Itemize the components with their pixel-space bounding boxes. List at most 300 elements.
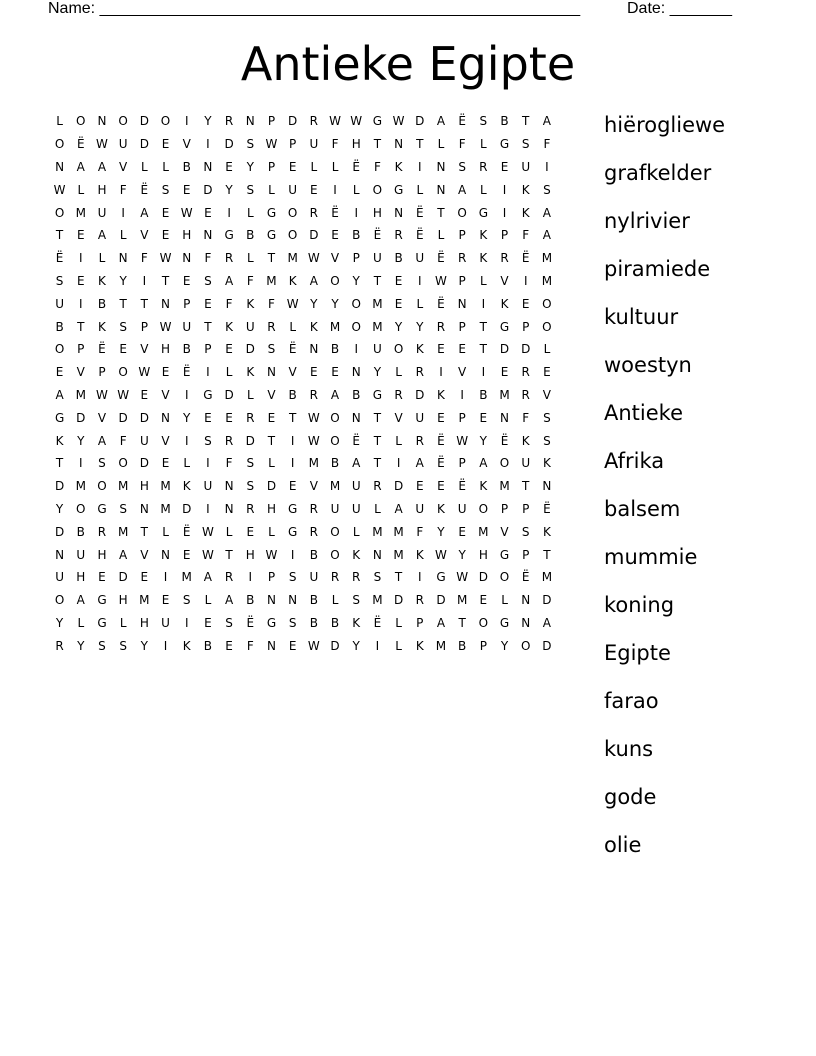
grid-letter[interactable]: R xyxy=(224,433,234,448)
grid-letter[interactable]: M xyxy=(308,456,320,471)
grid-letter[interactable]: N xyxy=(55,159,65,174)
grid-letter[interactable]: S xyxy=(246,479,255,494)
grid-letter[interactable]: F xyxy=(458,137,466,152)
grid-letter[interactable]: E xyxy=(182,182,191,197)
grid-letter[interactable]: U xyxy=(521,456,531,471)
grid-letter[interactable]: E xyxy=(161,365,170,380)
grid-letter[interactable]: U xyxy=(161,615,170,630)
grid-letter[interactable]: D xyxy=(224,137,234,152)
grid-letter[interactable]: L xyxy=(352,524,360,539)
grid-letter[interactable]: A xyxy=(542,615,552,630)
grid-letter[interactable]: S xyxy=(521,137,530,152)
grid-letter[interactable]: B xyxy=(479,387,488,402)
grid-letter[interactable]: I xyxy=(184,433,189,448)
grid-letter[interactable]: L xyxy=(183,456,191,471)
grid-letter[interactable]: O xyxy=(351,296,361,311)
grid-letter[interactable]: O xyxy=(330,410,340,425)
grid-letter[interactable]: K xyxy=(500,296,509,311)
grid-letter[interactable]: R xyxy=(415,433,424,448)
grid-letter[interactable]: D xyxy=(499,342,510,357)
grid-letter[interactable]: A xyxy=(76,593,85,608)
grid-letter[interactable]: R xyxy=(521,365,530,380)
grid-letter[interactable]: U xyxy=(351,501,361,516)
grid-letter[interactable]: R xyxy=(309,114,319,129)
grid-letter[interactable]: P xyxy=(479,638,487,653)
grid-letter[interactable]: T xyxy=(458,615,466,630)
grid-letter[interactable]: I xyxy=(481,296,486,311)
grid-letter[interactable]: N xyxy=(521,615,531,630)
grid-letter[interactable]: B xyxy=(288,387,297,402)
grid-letter[interactable]: R xyxy=(436,319,446,334)
grid-letter[interactable]: F xyxy=(543,137,551,152)
grid-letter[interactable]: O xyxy=(118,365,128,380)
grid-letter[interactable]: S xyxy=(182,593,191,608)
grid-letter[interactable]: R xyxy=(500,251,509,266)
grid-letter[interactable]: I xyxy=(396,456,401,471)
grid-letter[interactable]: R xyxy=(330,570,340,585)
grid-letter[interactable]: M xyxy=(117,524,129,539)
grid-letter[interactable]: K xyxy=(415,547,424,562)
grid-letter[interactable]: M xyxy=(329,479,341,494)
grid-letter[interactable]: A xyxy=(224,593,234,608)
grid-letter[interactable]: E xyxy=(521,296,530,311)
grid-letter[interactable]: K xyxy=(352,547,361,562)
grid-letter[interactable]: S xyxy=(161,182,170,197)
grid-letter[interactable]: E xyxy=(331,365,339,380)
grid-letter[interactable]: L xyxy=(331,159,339,174)
grid-letter[interactable]: K xyxy=(225,319,234,334)
grid-letter[interactable]: S xyxy=(246,456,255,471)
grid-letter[interactable]: O xyxy=(54,593,65,608)
grid-letter[interactable]: M xyxy=(160,501,171,516)
grid-letter[interactable]: P xyxy=(458,273,466,288)
grid-letter[interactable]: F xyxy=(225,456,233,471)
grid-letter[interactable]: R xyxy=(457,251,467,266)
grid-letter[interactable]: U xyxy=(288,182,298,197)
grid-letter[interactable]: A xyxy=(458,182,467,197)
grid-letter[interactable]: D xyxy=(521,342,531,357)
grid-letter[interactable]: Y xyxy=(437,524,445,539)
grid-letter[interactable]: A xyxy=(119,547,128,562)
grid-letter[interactable]: O xyxy=(499,456,510,471)
grid-letter[interactable]: D xyxy=(393,479,404,494)
grid-letter[interactable]: V xyxy=(330,251,340,266)
grid-letter[interactable]: Y xyxy=(352,273,360,288)
grid-letter[interactable]: P xyxy=(458,456,466,471)
grid-letter[interactable]: A xyxy=(542,205,552,220)
grid-letter[interactable]: Y xyxy=(479,433,488,448)
grid-letter[interactable]: V xyxy=(500,524,509,539)
grid-letter[interactable]: A xyxy=(330,387,340,402)
grid-letter[interactable]: H xyxy=(139,615,149,630)
grid-letter[interactable]: G xyxy=(436,570,446,585)
grid-letter[interactable]: U xyxy=(118,137,128,152)
grid-letter[interactable]: M xyxy=(75,205,86,220)
grid-letter[interactable]: S xyxy=(543,410,551,425)
grid-letter[interactable]: Y xyxy=(310,296,318,311)
grid-letter[interactable]: M xyxy=(75,479,86,494)
grid-letter[interactable]: M xyxy=(393,524,404,539)
grid-letter[interactable]: B xyxy=(203,638,213,653)
grid-letter[interactable]: S xyxy=(98,638,106,653)
grid-letter[interactable]: L xyxy=(77,182,85,197)
grid-letter[interactable]: T xyxy=(373,273,382,288)
grid-letter[interactable]: K xyxy=(98,273,106,288)
grid-letter[interactable]: I xyxy=(206,365,210,380)
grid-letter[interactable]: N xyxy=(351,410,361,425)
grid-letter[interactable]: Y xyxy=(55,615,64,630)
grid-letter[interactable]: M xyxy=(499,387,510,402)
grid-letter[interactable]: T xyxy=(55,456,64,471)
grid-letter[interactable]: R xyxy=(479,159,488,174)
grid-letter[interactable]: Y xyxy=(225,182,233,197)
grid-letter[interactable]: S xyxy=(119,638,127,653)
grid-letter[interactable]: L xyxy=(480,137,487,152)
grid-letter[interactable]: Ë xyxy=(140,182,149,197)
grid-letter[interactable]: O xyxy=(76,114,86,129)
grid-letter[interactable]: F xyxy=(522,410,530,425)
grid-letter[interactable]: L xyxy=(246,251,254,266)
grid-letter[interactable]: K xyxy=(55,433,64,448)
grid-letter[interactable]: E xyxy=(161,593,170,608)
grid-letter[interactable]: L xyxy=(268,456,275,471)
grid-letter[interactable]: Ë xyxy=(458,479,466,494)
grid-letter[interactable]: P xyxy=(522,547,530,562)
grid-letter[interactable]: E xyxy=(182,273,191,288)
grid-letter[interactable]: W xyxy=(159,319,172,334)
grid-letter[interactable]: N xyxy=(436,159,446,174)
grid-letter[interactable]: P xyxy=(183,296,191,311)
grid-letter[interactable]: M xyxy=(372,524,383,539)
grid-letter[interactable]: G xyxy=(97,501,107,516)
grid-letter[interactable]: L xyxy=(246,387,254,402)
grid-letter[interactable]: E xyxy=(415,479,424,494)
grid-letter[interactable]: G xyxy=(97,615,107,630)
grid-letter[interactable]: M xyxy=(541,570,553,585)
grid-letter[interactable]: I xyxy=(290,456,295,471)
grid-letter[interactable]: Ë xyxy=(288,342,297,357)
grid-letter[interactable]: K xyxy=(542,524,551,539)
grid-letter[interactable]: G xyxy=(266,205,277,220)
grid-letter[interactable]: T xyxy=(373,137,382,152)
grid-letter[interactable]: E xyxy=(204,410,212,425)
grid-letter[interactable]: R xyxy=(309,501,319,516)
grid-letter[interactable]: D xyxy=(393,593,404,608)
grid-letter[interactable]: N xyxy=(394,205,404,220)
grid-letter[interactable]: T xyxy=(119,296,127,311)
grid-letter[interactable]: L xyxy=(437,228,445,243)
grid-letter[interactable]: D xyxy=(415,387,425,402)
grid-letter[interactable]: I xyxy=(354,205,358,220)
grid-letter[interactable]: Y xyxy=(458,547,466,562)
grid-letter[interactable]: N xyxy=(394,137,404,152)
grid-letter[interactable]: K xyxy=(521,433,530,448)
grid-letter[interactable]: K xyxy=(309,319,318,334)
grid-letter[interactable]: N xyxy=(161,547,171,562)
grid-letter[interactable]: L xyxy=(56,114,63,129)
grid-letter[interactable]: B xyxy=(182,342,191,357)
grid-letter[interactable]: W xyxy=(307,638,320,653)
grid-letter[interactable]: L xyxy=(98,251,106,266)
grid-letter[interactable]: M xyxy=(372,296,383,311)
grid-letter[interactable]: N xyxy=(55,547,65,562)
grid-letter[interactable]: B xyxy=(500,114,509,129)
grid-letter[interactable]: K xyxy=(542,456,551,471)
grid-letter[interactable]: E xyxy=(204,296,212,311)
grid-letter[interactable]: D xyxy=(54,524,65,539)
grid-letter[interactable]: G xyxy=(499,547,510,562)
grid-letter[interactable]: T xyxy=(225,547,233,562)
grid-letter[interactable]: O xyxy=(97,479,107,494)
grid-letter[interactable]: K xyxy=(246,365,255,380)
grid-letter[interactable]: Ë xyxy=(500,433,509,448)
grid-letter[interactable]: E xyxy=(225,638,233,653)
grid-letter[interactable]: P xyxy=(458,319,466,334)
grid-letter[interactable]: U xyxy=(97,205,107,220)
grid-letter[interactable]: Ë xyxy=(373,615,382,630)
grid-letter[interactable]: G xyxy=(372,114,383,129)
date-blank[interactable]: _______ xyxy=(669,0,732,17)
grid-letter[interactable]: N xyxy=(542,479,552,494)
grid-letter[interactable]: D xyxy=(118,570,128,585)
grid-letter[interactable]: P xyxy=(289,137,297,152)
grid-letter[interactable]: L xyxy=(543,342,551,357)
grid-letter[interactable]: R xyxy=(352,570,361,585)
grid-letter[interactable]: D xyxy=(139,410,149,425)
grid-letter[interactable]: A xyxy=(415,456,424,471)
grid-letter[interactable]: E xyxy=(182,547,191,562)
grid-letter[interactable]: Y xyxy=(140,638,149,653)
grid-letter[interactable]: F xyxy=(268,296,275,311)
grid-letter[interactable]: Ë xyxy=(437,251,445,266)
grid-letter[interactable]: T xyxy=(522,479,530,494)
grid-letter[interactable]: M xyxy=(541,273,553,288)
grid-letter[interactable]: W xyxy=(265,547,278,562)
grid-letter[interactable]: K xyxy=(415,342,424,357)
grid-letter[interactable]: E xyxy=(437,479,445,494)
grid-letter[interactable]: I xyxy=(206,456,210,471)
grid-letter[interactable]: G xyxy=(266,228,277,243)
grid-letter[interactable]: Ë xyxy=(352,159,361,174)
grid-letter[interactable]: O xyxy=(330,273,340,288)
grid-letter[interactable]: P xyxy=(352,251,360,266)
grid-letter[interactable]: M xyxy=(160,479,171,494)
grid-letter[interactable]: W xyxy=(350,114,363,129)
grid-letter[interactable]: W xyxy=(329,114,341,129)
grid-letter[interactable]: G xyxy=(203,387,213,402)
grid-letter[interactable]: L xyxy=(310,159,318,174)
grid-letter[interactable]: U xyxy=(55,296,64,311)
grid-letter[interactable]: W xyxy=(117,387,130,402)
grid-letter[interactable]: Ë xyxy=(437,296,445,311)
grid-letter[interactable]: E xyxy=(76,273,85,288)
grid-letter[interactable]: K xyxy=(437,501,445,516)
grid-letter[interactable]: E xyxy=(161,205,170,220)
grid-letter[interactable]: F xyxy=(204,251,212,266)
grid-letter[interactable]: A xyxy=(55,387,64,402)
grid-letter[interactable]: M xyxy=(541,251,553,266)
grid-letter[interactable]: V xyxy=(140,342,149,357)
grid-letter[interactable]: N xyxy=(351,365,361,380)
grid-letter[interactable]: Ë xyxy=(437,433,445,448)
grid-letter[interactable]: D xyxy=(54,479,65,494)
grid-letter[interactable]: T xyxy=(161,273,170,288)
grid-letter[interactable]: D xyxy=(266,479,277,494)
grid-letter[interactable]: R xyxy=(309,205,319,220)
grid-letter[interactable]: M xyxy=(499,479,510,494)
grid-letter[interactable]: V xyxy=(542,387,552,402)
grid-letter[interactable]: H xyxy=(161,342,171,357)
grid-letter[interactable]: E xyxy=(500,365,509,380)
grid-letter[interactable]: G xyxy=(266,615,277,630)
grid-letter[interactable]: T xyxy=(55,228,64,243)
grid-letter[interactable]: R xyxy=(373,479,382,494)
grid-letter[interactable]: D xyxy=(478,570,488,585)
grid-letter[interactable]: H xyxy=(351,137,361,152)
grid-letter[interactable]: W xyxy=(456,433,469,448)
grid-letter[interactable]: P xyxy=(500,228,509,243)
grid-letter[interactable]: Ë xyxy=(246,615,255,630)
grid-letter[interactable]: N xyxy=(182,251,192,266)
grid-letter[interactable]: P xyxy=(416,615,424,630)
grid-letter[interactable]: N xyxy=(436,182,446,197)
grid-letter[interactable]: H xyxy=(372,205,382,220)
grid-letter[interactable]: E xyxy=(204,615,212,630)
grid-letter[interactable]: Y xyxy=(352,638,360,653)
grid-letter[interactable]: T xyxy=(373,410,382,425)
grid-letter[interactable]: T xyxy=(416,137,424,152)
grid-letter[interactable]: O xyxy=(160,114,171,129)
grid-letter[interactable]: I xyxy=(184,387,189,402)
grid-letter[interactable]: K xyxy=(479,479,488,494)
grid-letter[interactable]: I xyxy=(248,570,253,585)
name-blank[interactable]: ______________________________________________________ xyxy=(99,0,581,17)
grid-letter[interactable]: L xyxy=(141,159,148,174)
grid-letter[interactable]: B xyxy=(330,615,340,630)
grid-letter[interactable]: I xyxy=(184,114,189,129)
grid-letter[interactable]: Ë xyxy=(182,524,191,539)
grid-letter[interactable]: F xyxy=(331,137,339,152)
grid-letter[interactable]: I xyxy=(290,433,295,448)
grid-letter[interactable]: N xyxy=(224,479,234,494)
grid-letter[interactable]: I xyxy=(460,387,464,402)
grid-letter[interactable]: W xyxy=(96,387,108,402)
grid-letter[interactable]: L xyxy=(268,524,275,539)
grid-letter[interactable]: U xyxy=(203,479,213,494)
grid-letter[interactable]: E xyxy=(479,410,488,425)
grid-letter[interactable]: I xyxy=(206,501,210,516)
grid-letter[interactable]: U xyxy=(182,319,192,334)
grid-letter[interactable]: Ë xyxy=(415,205,424,220)
grid-letter[interactable]: U xyxy=(415,410,425,425)
grid-letter[interactable]: L xyxy=(374,501,381,516)
grid-letter[interactable]: B xyxy=(97,296,107,311)
grid-letter[interactable]: V xyxy=(161,387,170,402)
grid-letter[interactable]: P xyxy=(522,319,530,334)
grid-letter[interactable]: N xyxy=(457,296,467,311)
grid-letter[interactable]: H xyxy=(118,593,128,608)
grid-letter[interactable]: I xyxy=(418,159,422,174)
grid-letter[interactable]: S xyxy=(267,342,276,357)
grid-letter[interactable]: A xyxy=(394,501,403,516)
grid-letter[interactable]: D xyxy=(415,114,425,129)
grid-letter[interactable]: L xyxy=(501,593,508,608)
grid-letter[interactable]: W xyxy=(307,410,320,425)
grid-letter[interactable]: I xyxy=(227,205,231,220)
grid-letter[interactable]: D xyxy=(309,228,319,243)
grid-letter[interactable]: M xyxy=(266,273,277,288)
grid-letter[interactable]: E xyxy=(76,228,85,243)
grid-letter[interactable]: D xyxy=(118,410,128,425)
grid-letter[interactable]: B xyxy=(76,524,85,539)
grid-letter[interactable]: O xyxy=(478,615,489,630)
grid-letter[interactable]: E xyxy=(225,410,233,425)
grid-letter[interactable]: G xyxy=(97,593,107,608)
grid-letter[interactable]: N xyxy=(372,547,382,562)
grid-letter[interactable]: D xyxy=(245,433,255,448)
grid-letter[interactable]: Ë xyxy=(521,570,530,585)
grid-letter[interactable]: T xyxy=(373,433,382,448)
grid-letter[interactable]: Y xyxy=(204,114,212,129)
grid-letter[interactable]: E xyxy=(543,365,551,380)
grid-letter[interactable]: B xyxy=(246,593,255,608)
grid-letter[interactable]: O xyxy=(118,114,128,129)
grid-letter[interactable]: B xyxy=(352,228,361,243)
grid-letter[interactable]: O xyxy=(76,501,86,516)
grid-letter[interactable]: A xyxy=(76,159,85,174)
grid-letter[interactable]: I xyxy=(481,365,486,380)
grid-letter[interactable]: W xyxy=(265,137,278,152)
grid-letter[interactable]: E xyxy=(140,570,149,585)
grid-letter[interactable]: W xyxy=(180,205,193,220)
grid-letter[interactable]: I xyxy=(502,205,507,220)
grid-letter[interactable]: G xyxy=(478,205,488,220)
grid-letter[interactable]: D xyxy=(139,114,149,129)
grid-letter[interactable]: U xyxy=(521,159,531,174)
grid-letter[interactable]: O xyxy=(457,205,467,220)
grid-letter[interactable]: D xyxy=(139,456,149,471)
grid-letter[interactable]: P xyxy=(267,114,276,129)
grid-letter[interactable]: F xyxy=(373,159,381,174)
grid-letter[interactable]: E xyxy=(288,479,297,494)
grid-letter[interactable]: W xyxy=(201,547,214,562)
grid-letter[interactable]: F xyxy=(416,524,424,539)
grid-letter[interactable]: Ë xyxy=(415,228,424,243)
grid-letter[interactable]: S xyxy=(119,319,127,334)
grid-letter[interactable]: G xyxy=(288,524,298,539)
grid-letter[interactable]: F xyxy=(119,433,127,448)
grid-letter[interactable]: H xyxy=(478,547,488,562)
grid-letter[interactable]: V xyxy=(119,159,128,174)
grid-letter[interactable]: T xyxy=(543,547,551,562)
grid-letter[interactable]: U xyxy=(373,342,382,357)
grid-letter[interactable]: M xyxy=(456,593,468,608)
grid-letter[interactable]: E xyxy=(246,524,255,539)
grid-letter[interactable]: U xyxy=(139,433,149,448)
grid-letter[interactable]: L xyxy=(437,137,445,152)
grid-letter[interactable]: W xyxy=(201,524,214,539)
grid-letter[interactable]: U xyxy=(309,137,319,152)
grid-letter[interactable]: B xyxy=(309,615,318,630)
grid-letter[interactable]: L xyxy=(331,593,339,608)
grid-letter[interactable]: K xyxy=(98,319,106,334)
grid-letter[interactable]: T xyxy=(288,410,297,425)
grid-letter[interactable]: R xyxy=(521,387,530,402)
grid-letter[interactable]: R xyxy=(224,114,234,129)
grid-letter[interactable]: I xyxy=(523,273,528,288)
grid-letter[interactable]: T xyxy=(394,570,403,585)
grid-letter[interactable]: U xyxy=(76,547,86,562)
